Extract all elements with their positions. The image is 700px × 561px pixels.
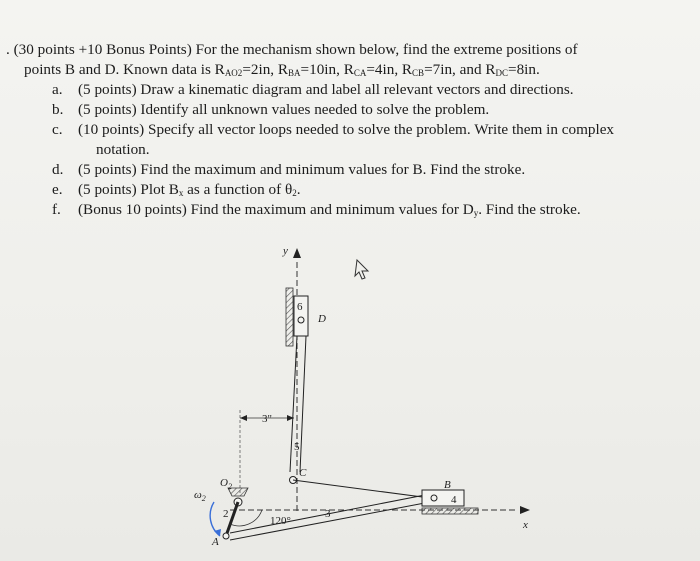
r-ba-value: =10in, R (300, 61, 354, 78)
r-ao2-value: =2in, R (242, 61, 289, 78)
link-6-label: 6 (297, 301, 303, 313)
problem-number: . (6, 41, 10, 58)
link-5-right (300, 336, 306, 472)
joint-d (298, 317, 304, 323)
link-4-label: 4 (451, 494, 457, 506)
point-c-label: C (299, 467, 307, 479)
item-c (6, 120, 696, 140)
omega-label: $\omega_2$ (194, 489, 206, 503)
item-b-label: b. (52, 101, 64, 118)
r-ba-subscript: BA (288, 68, 301, 78)
point-b-label: B (444, 479, 451, 491)
item-e-prefix: (5 points) Plot B (78, 181, 179, 198)
link-2-label: 2 (223, 508, 229, 520)
point-d-label: D (318, 313, 326, 325)
x-axis-label: x (523, 519, 528, 531)
item-f-prefix: (Bonus 10 points) Find the maximum and minimum values for D (78, 201, 474, 218)
item-f-label: f. (52, 201, 61, 218)
known-data-text: points B and D. Known data is R (24, 61, 225, 78)
item-f-suffix: . Find the stroke. (478, 201, 581, 218)
problem-line-2 (6, 60, 696, 80)
item-a (6, 80, 696, 100)
ground-wall-4 (422, 508, 478, 514)
dimension-label: 3" (262, 413, 272, 425)
r-ca-value: =4in, R (366, 61, 413, 78)
item-f (6, 200, 696, 220)
item-e-mid: as a function of θ (183, 181, 293, 198)
pivot-o2-label: $O_2$ (220, 477, 232, 491)
link-c-to-b (293, 480, 430, 498)
problem-intro: (30 points +10 Bonus Points) For the mechanism shown below, find the extreme positions of (13, 41, 578, 58)
slider-4 (422, 490, 464, 506)
y-axis-arrow-icon (293, 248, 301, 258)
angle-label: 120° (270, 515, 291, 527)
item-a-label: a. (52, 81, 63, 98)
item-d-label: d. (52, 161, 64, 178)
r-ca-subscript: CA (353, 68, 367, 78)
problem-statement (6, 40, 696, 220)
y-axis-label: y (283, 245, 288, 257)
item-e-label: e. (52, 181, 63, 198)
mechanism-diagram (190, 240, 540, 555)
item-f-text (78, 200, 581, 220)
link-3-label: 3 (325, 508, 331, 520)
r-dc-value: =8in. (508, 61, 540, 78)
item-e (6, 180, 696, 200)
link-5-label: 5 (294, 441, 300, 453)
mechanism-figure (190, 240, 540, 555)
item-c-continuation: notation. (96, 141, 150, 158)
r-dc-subscript: DC (495, 68, 508, 78)
item-c-label: c. (52, 121, 63, 138)
joint-b (431, 495, 437, 501)
item-e-sub2: 2 (292, 188, 297, 198)
item-e-text (78, 180, 301, 200)
r-cb-subscript: CB (412, 68, 425, 78)
item-e-suffix: . (296, 181, 301, 198)
item-a-text: (5 points) Draw a kinematic diagram and label all relevant vectors and directions. (78, 81, 574, 98)
dimension-arrow-left-icon (240, 415, 247, 421)
r-ao2-subscript: AO2 (224, 68, 243, 78)
item-d-text: (5 points) Find the maximum and minimum values for B. Find the stroke. (78, 161, 526, 178)
item-f-sub: y (473, 208, 479, 218)
joint-a (223, 533, 229, 539)
problem-line-1 (6, 40, 696, 60)
point-a-label: A (212, 536, 219, 548)
item-b-text: (5 points) Identify all unknown values needed to solve the problem. (78, 101, 490, 118)
item-b (6, 100, 696, 120)
r-cb-value: =7in, and R (424, 61, 496, 78)
item-d (6, 160, 696, 180)
ground-wall-6 (286, 288, 293, 346)
x-axis-arrow-icon (520, 506, 530, 514)
item-e-sub: x (178, 188, 184, 198)
cursor-icon (355, 260, 368, 279)
item-c-text: (10 points) Specify all vector loops needed to solve the problem. Write them in complex (78, 121, 615, 138)
